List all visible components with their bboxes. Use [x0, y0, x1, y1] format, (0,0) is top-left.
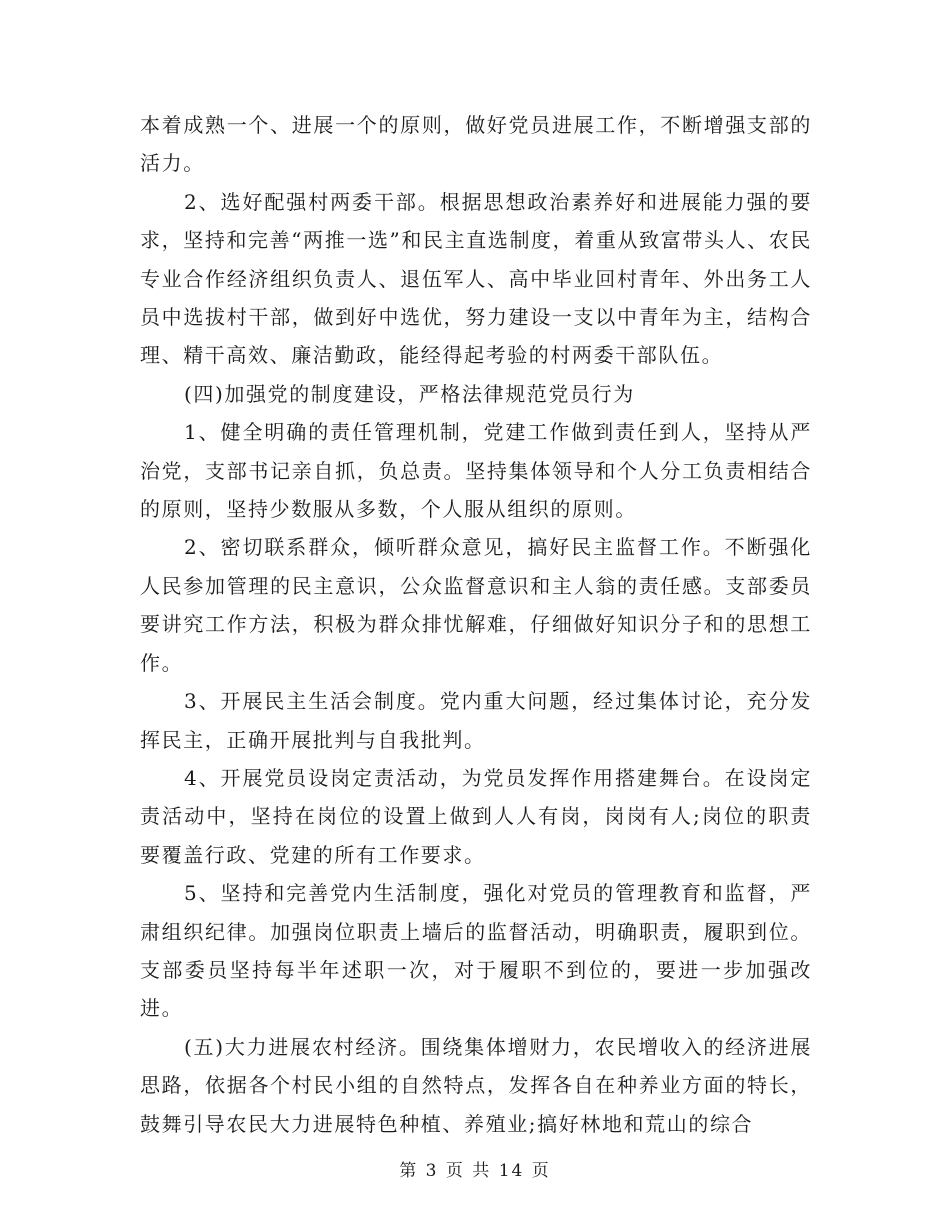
paragraph-item-4-posts: 4、开展党员设岗定责活动，为党员发挥作用搭建舞台。在设岗定责活动中，坚持在岗位的设置上做到人人有岗，岗岗有人;岗位的职责要覆盖行政、党建的所有工作要求。 [140, 765, 812, 867]
paragraph-item-2-cadres: 2、选好配强村两委干部。根据思想政治素养好和进展能力强的要求，坚持和完善“两推一选”和民主直选制度，着重从致富带头人、农民专业合作经济组织负责人、退伍军人、高中毕业回村青年、外出务工人员中选拔村干部，做到好中选优，努力建设一支以中青年为主，结构合理、精干高效、廉洁勤政，能经得起考验的村两委干部队伍。 [140, 189, 812, 368]
paragraph-item-2-masses: 2、密切联系群众，倾听群众意见，搞好民主监督工作。不断强化人民参加管理的民主意识，公众监督意识和主人翁的责任感。支部委员要讲究工作方法，积极为群众排忧解难，仔细做好知识分子和的思想工作。 [140, 535, 812, 675]
paragraph-item-1-responsibility: 1、健全明确的责任管理机制，党建工作做到责任到人，坚持从严治党，支部书记亲自抓，负总责。坚持集体领导和个人分工负责相结合的原则，坚持少数服从多数，个人服从组织的原则。 [140, 420, 812, 522]
section-heading-5-rural-economy: (五)大力进展农村经济。围绕集体增财力，农民增收入的经济进展思路，依据各个村民小组的自然特点，发挥各自在种养业方面的特长，鼓舞引导农民大力进展特色种植、养殖业;搞好林地和荒山的综合 [140, 1034, 812, 1136]
paragraph-item-5-party-life: 5、坚持和完善党内生活制度，强化对党员的管理教育和监督，严肃组织纪律。加强岗位职责上墙后的监督活动，明确职责，履职到位。支部委员坚持每半年述职一次，对于履职不到位的，要进一步加强改进。 [140, 881, 812, 1021]
document-body [140, 106, 812, 1143]
paragraph-item-3-democratic-life: 3、开展民主生活会制度。党内重大问题，经过集体讨论，充分发挥民主，正确开展批判与自我批判。 [140, 689, 812, 752]
paragraph-continuation: 本着成熟一个、进展一个的原则，做好党员进展工作，不断增强支部的活力。 [140, 113, 812, 176]
section-heading-4: (四)加强党的制度建设，严格法律规范党员行为 [184, 381, 635, 406]
page-footer: 第 3 页 共 14 页 [399, 1161, 551, 1181]
